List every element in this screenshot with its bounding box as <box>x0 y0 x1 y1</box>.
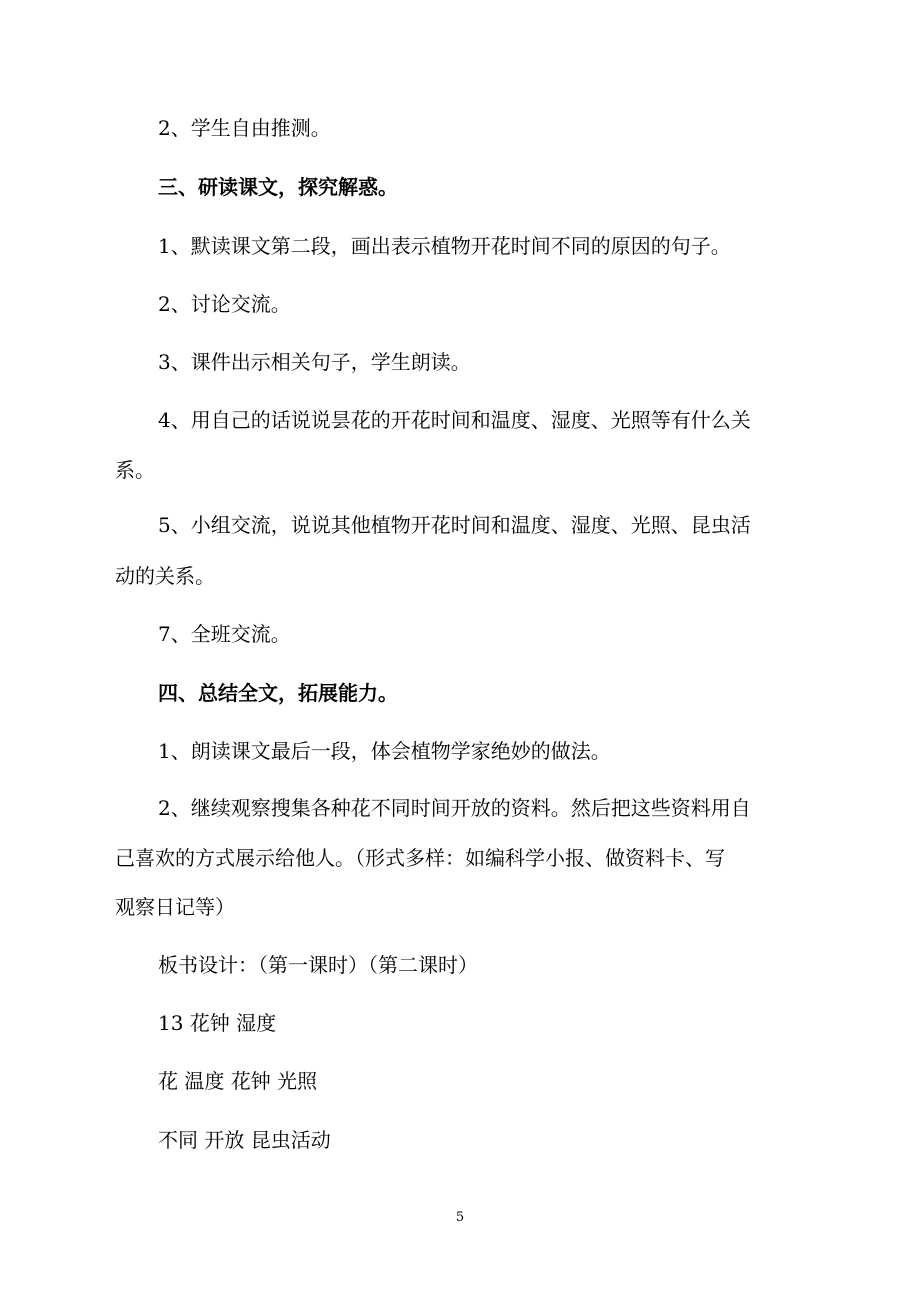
text-line: 1、默读课文第二段，画出表示植物开花时间不同的原因的句子。 <box>158 234 731 258</box>
page-number: 5 <box>455 1210 465 1225</box>
text-line: 4、用自己的话说说昙花的开花时间和温度、湿度、光照等有什么关 <box>158 408 751 432</box>
text-line: 动的关系。 <box>115 564 215 588</box>
section-heading: 三、研读课文，探究解惑。 <box>158 175 398 199</box>
text-line: 3、课件出示相关句子，学生朗读。 <box>158 350 471 374</box>
text-line: 己喜欢的方式展示给他人。（形式多样：如编科学小报、做资料卡、写 <box>115 846 725 870</box>
text-line: 不同 开放 昆虫活动 <box>158 1128 331 1152</box>
section-heading: 四、总结全文，拓展能力。 <box>158 681 398 705</box>
text-line: 2、讨论交流。 <box>158 292 291 316</box>
text-line: 2、继续观察搜集各种花不同时间开放的资料。然后把这些资料用自 <box>158 796 751 820</box>
text-line: 系。 <box>115 458 155 482</box>
text-line: 观察日记等） <box>115 895 235 919</box>
text-line: 7、全班交流。 <box>158 622 291 646</box>
text-line: 板书设计：（第一课时）（第二课时） <box>158 953 478 977</box>
text-line: 5、小组交流，说说其他植物开花时间和温度、湿度、光照、昆虫活 <box>158 513 751 537</box>
text-line: 花 温度 花钟 光照 <box>158 1069 318 1093</box>
text-line: 2、学生自由推测。 <box>158 116 331 140</box>
text-line: 1、朗读课文最后一段，体会植物学家绝妙的做法。 <box>158 739 611 763</box>
text-line: 13 花钟 湿度 <box>158 1011 277 1035</box>
